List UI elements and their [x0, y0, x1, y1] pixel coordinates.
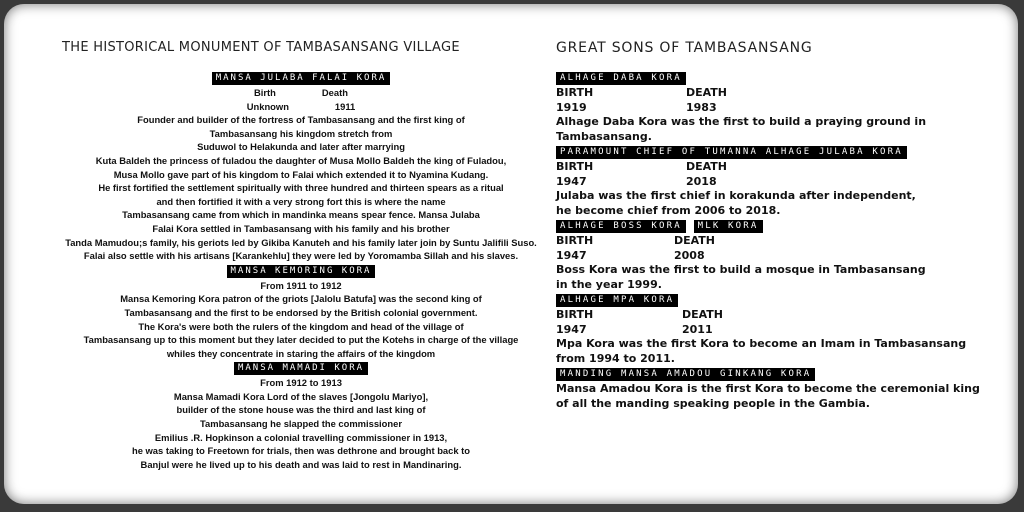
death-label: DEATH: [686, 86, 728, 99]
birth-value: 1919: [556, 100, 587, 114]
birth-value: 1947: [556, 322, 587, 336]
text-line: Banjul were he lived up to his death and was laid to rest in Mandinaring.: [140, 458, 462, 470]
text-line: Tambasansang and the first to be endorsed by the British colonial government.: [124, 306, 478, 318]
death-value: 2018: [686, 174, 717, 188]
death-value: 1983: [686, 100, 717, 114]
text-line: Musa Mollo gave part of his kingdom to Falai which extended it to Nyamina Kudang.: [113, 168, 489, 180]
text-line: Tambasansang he slapped the commissioner: [200, 418, 402, 430]
text-line: Julaba was the first chief in korakunda after independent,: [556, 189, 916, 202]
person-section: [556, 218, 996, 292]
death-label: DEATH: [686, 160, 728, 173]
death-value: 2008: [674, 248, 705, 262]
birth-value: Unknown: [246, 100, 289, 112]
text-line: of all the manding speaking people in the Gambia.: [556, 396, 870, 410]
text-line: Tanda Mamudou;s family, his geriots led by Gikiba Kanuteh and his family later join by Suntu Jalifili Suso.: [65, 236, 537, 248]
person-section: [556, 366, 996, 411]
person-section: [556, 70, 996, 144]
text-line: Mansa Mamadi Kora Lord of the slaves [Jongolu Mariyo],: [173, 390, 429, 402]
birth-label: Birth: [254, 87, 276, 98]
birth-value: 1947: [556, 248, 587, 262]
text-line: from 1994 to 2011.: [556, 351, 675, 365]
person-name-label: ALHAGE DABA KORA: [556, 72, 686, 85]
birth-label: BIRTH: [556, 234, 594, 247]
text-line: Boss Kora was the first to build a mosque in Tambasansang: [556, 263, 926, 276]
birth-value: 1947: [556, 174, 587, 188]
great-sons-column: [556, 70, 996, 411]
reign-period: From 1912 to 1913: [260, 377, 342, 389]
text-line: He first fortified the settlement spiritually with three hundred and thirteen spears as a ritual: [98, 182, 504, 194]
birth-label: BIRTH: [556, 308, 594, 321]
text-line: Founder and builder of the fortress of Tambasansang and the first king of: [137, 114, 465, 126]
text-line: Falai also settle with his artisans [Karankehlu] they were led by Yoromamba Sillah and his slaves.: [83, 250, 519, 262]
text-line: Falai Kora settled in Tambasansang with his family and his brother: [152, 222, 450, 234]
birth-death-values: [48, 100, 554, 114]
death-label: Death: [321, 87, 348, 98]
person-name-label: PARAMOUNT CHIEF OF TUMANNA ALHAGE JULABA KORA: [556, 146, 907, 159]
person-name-label: MANDING MANSA AMADOU GINKANG KORA: [556, 368, 815, 381]
death-value: 1911: [334, 100, 356, 112]
text-line: Alhage Daba Kora was the first to build a praying ground in: [556, 115, 927, 128]
birth-death-labels: [48, 86, 554, 100]
king-section: [48, 70, 554, 263]
text-line: Emilius .R. Hopkinson a colonial travelling commissioner in 1913,: [154, 431, 448, 443]
birth-label: BIRTH: [556, 86, 594, 99]
person-name-label: ALHAGE BOSS KORA: [556, 220, 686, 233]
birth-label: BIRTH: [556, 160, 594, 173]
right-heading: GREAT SONS OF TAMBASANSANG: [556, 40, 813, 56]
text-line: Tambasansang.: [556, 129, 652, 143]
monument-panel: [4, 4, 1018, 504]
text-line: Tambasansang up to this moment but they later decided to put the Kotehs in charge of the village: [83, 334, 519, 346]
person-name-label: ALHAGE MPA KORA: [556, 294, 678, 307]
king-name-label: MANSA MAMADI KORA: [234, 362, 368, 375]
person-section: [556, 144, 996, 218]
reign-period: From 1911 to 1912: [260, 279, 342, 291]
person-name-label: MLK KORA: [694, 220, 763, 233]
death-label: DEATH: [674, 234, 716, 247]
text-line: he become chief from 2006 to 2018.: [556, 203, 781, 217]
text-line: Mansa Amadou Kora is the first Kora to become the ceremonial king: [556, 382, 980, 395]
text-line: in the year 1999.: [556, 277, 662, 291]
kings-column: [48, 70, 554, 471]
king-name-label: MANSA KEMORING KORA: [227, 265, 376, 278]
text-line: and then fortified it with a very strong fort this is where the name: [156, 195, 446, 207]
left-heading: THE HISTORICAL MONUMENT OF TAMBASANSANG VILLAGE: [62, 40, 460, 55]
king-section: [48, 360, 554, 471]
text-line: The Kora's were both the rulers of the kingdom and head of the village of: [138, 320, 464, 332]
person-section: [556, 292, 996, 366]
text-line: Suduwol to Helakunda and later after marrying: [197, 141, 405, 153]
text-line: Tambasansang came from which in mandinka means spear fence. Mansa Julaba: [122, 209, 480, 221]
king-name-label: MANSA JULABA FALAI KORA: [212, 72, 391, 85]
text-line: builder of the stone house was the third and last king of: [176, 404, 426, 416]
death-label: DEATH: [682, 308, 724, 321]
text-line: Mansa Kemoring Kora patron of the griots [Jalolu Batufa] was the second king of: [120, 293, 482, 305]
king-section: [48, 263, 554, 361]
text-line: Tambasansang his kingdom stretch from: [209, 127, 393, 139]
text-line: Kuta Baldeh the princess of fuladou the daughter of Musa Mollo Baldeh the king of Fuladou,: [95, 154, 507, 166]
text-line: he was taking to Freetown for trials, then was dethrone and brought back to: [131, 445, 471, 457]
text-line: whiles they concentrate in staring the affairs of the kingdom: [166, 347, 436, 359]
text-line: Mpa Kora was the first Kora to become an Imam in Tambasansang: [556, 337, 967, 350]
death-value: 2011: [682, 322, 713, 336]
